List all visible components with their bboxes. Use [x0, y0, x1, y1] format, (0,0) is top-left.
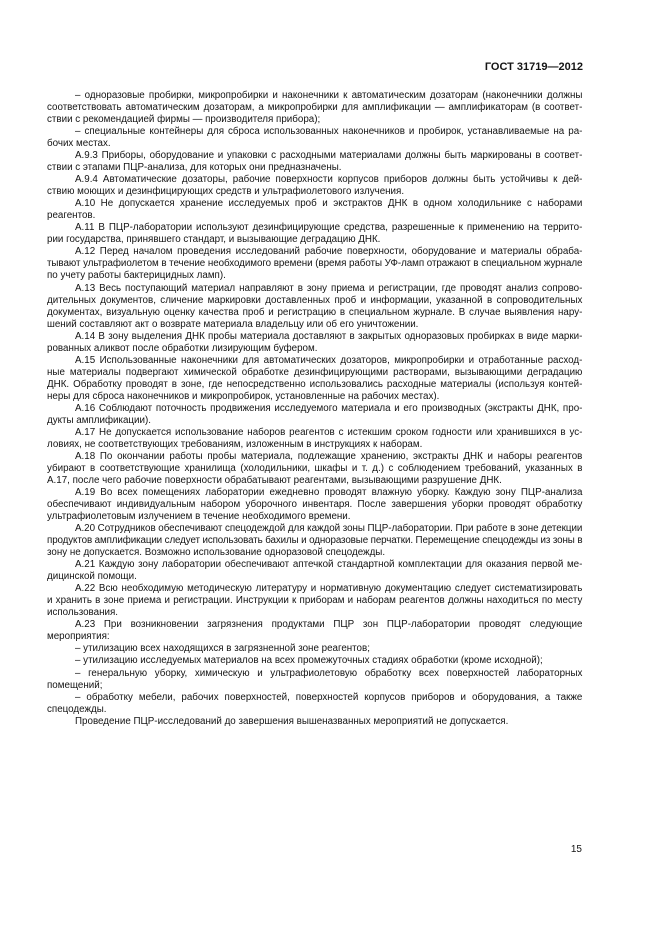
- clause-a-18: [47, 451, 583, 487]
- text-line: неры для сброса наконечников и микропробирок, установленные на рабочих местах).: [47, 390, 440, 402]
- text-line: рии государства, принявшего стандарт, и вызывающие деградацию ДНК.: [47, 234, 381, 246]
- text-line: А.9.3 Приборы, оборудование и упаковки с расходными материалами должны быть маркированы в соответ-: [75, 150, 583, 162]
- text-line: – одноразовые пробирки, микропробирки и наконечники к автоматическим дозаторам (наконечники должны: [75, 90, 583, 101]
- text-line: ультрафиолетовым излучением в течение необходимого времени.: [47, 511, 351, 523]
- text-line: по учету работы бактерицидных ламп).: [47, 270, 226, 282]
- text-line: Проведение ПЦР-исследований до завершения вышеназванных мероприятий не допускается.: [75, 715, 509, 727]
- list-item-furniture-treatment: [47, 692, 583, 716]
- text-line: дукты амплификации).: [47, 414, 151, 426]
- clause-a-11: [47, 222, 583, 246]
- text-line: А.21 Каждую зону лаборатории обеспечивают аптечкой стандартной комплектации для оказания первой ме-: [75, 559, 583, 571]
- text-line: ные материалы подвергают химической обработке дезинфицирующими растворами, вызывающими деградацию: [47, 366, 583, 378]
- clause-a-12: [47, 246, 583, 282]
- text-line: дительных документов, сличение маркировки доставленных проб и информации, указанной в сопроводительных: [47, 294, 583, 306]
- clause-a-15: [47, 355, 583, 403]
- body-text: [47, 90, 583, 728]
- text-line: бочих местах.: [47, 138, 111, 150]
- text-line: реагентов.: [47, 210, 96, 222]
- page-number: 15: [570, 844, 582, 855]
- list-item-general-cleaning: [47, 668, 583, 692]
- text-line: дицинской помощи.: [47, 571, 137, 583]
- list-item-reagent-disposal: [47, 643, 583, 655]
- text-line: А.16 Соблюдают поточность продвижения исследуемого материала и его производных (экстракты ДНК, про-: [75, 402, 583, 414]
- clause-a-23: [47, 619, 583, 643]
- clause-a-13: [47, 283, 583, 331]
- list-item-waste-containers: [47, 126, 583, 150]
- text-line: А.19 Во всех помещениях лаборатории ежедневно проводят влажную уборку. Каждую зону ПЦР-анализа: [75, 487, 583, 499]
- text-line: использования.: [47, 607, 119, 619]
- text-line: А.22 Всю необходимую методическую литературу и нормативную документацию следует систематизировать: [75, 583, 583, 595]
- clause-a-17: [47, 427, 583, 451]
- clause-a-16: [47, 403, 583, 427]
- text-line: А.17, после чего рабочие поверхности обрабатывают реагентами, вызывающими разрушение ДНК.: [47, 475, 502, 486]
- clause-a-9-3: [47, 150, 583, 174]
- text-line: и хранить в зоне приема и регистрации. Инструкции к приборам и наборам реагентов должны находиться по месту: [47, 595, 583, 607]
- text-line: А.9.4 Автоматические дозаторы, рабочие поверхности корпусов приборов должны быть устойчивы к дей-: [75, 174, 583, 186]
- text-line: А.15 Использованные наконечники для автоматических дозаторов, микропробирки и отработанные расход-: [75, 354, 583, 366]
- text-line: рованных аликвот после обработки лизирующим буфером.: [47, 342, 318, 354]
- text-line: А.18 По окончании работы пробы материала, подлежащие хранению, экстракты ДНК и наборы реагентов: [75, 450, 583, 462]
- clause-a-14: [47, 331, 583, 355]
- text-line: А.17 Не допускается использование наборов реагентов с истекшим сроком годности или хранившихся в ус-: [75, 426, 583, 438]
- list-item-disposable-tubes: [47, 90, 583, 126]
- text-line: тывают ультрафиолетом в течение необходимого времени (время работы УФ-ламп отражают в специальном журнале: [47, 258, 583, 270]
- text-line: – утилизацию всех находящихся в загрязненной зоне реагентов;: [75, 643, 370, 655]
- text-line: – обработку мебели, рабочих поверхностей, поверхностей корпусов приборов и оборудования, а также: [75, 691, 583, 703]
- text-line: спецодежды.: [47, 703, 107, 715]
- text-line: продуктов амплификации следует использовать бахилы и одноразовые перчатки. Перемещение спецодежды из зоны в: [47, 535, 583, 547]
- text-line: зону не допускается. Возможно использование одноразовой спецодежды.: [47, 547, 386, 559]
- clause-a-9-4: [47, 174, 583, 198]
- text-line: ствии с этапами ПЦР-анализа, для которых они предназначены.: [47, 162, 342, 174]
- text-line: ловиях, не соответствующих требованиям, изложенным в инструкциях к наборам.: [47, 438, 423, 450]
- closing-statement: [47, 716, 583, 728]
- text-line: А.10 Не допускается хранение исследуемых проб и экстрактов ДНК в одном холодильнике с наборами: [75, 198, 583, 210]
- text-line: А.14 В зону выделения ДНК пробы материала доставляют в закрытых одноразовых пробирках в виде марки-: [75, 330, 583, 342]
- text-line: – специальные контейнеры для сброса использованных наконечников и пробирок, устанавливаемые на ра-: [75, 126, 583, 138]
- standard-designation: ГОСТ 31719—2012: [484, 61, 583, 73]
- text-line: ствии с рекомендацией фирмы — производителя прибора);: [47, 114, 321, 126]
- text-line: ДНК. Обработку проводят в зоне, где непосредственно использовались расходные материалы (используя контей-: [47, 378, 583, 390]
- text-line: мероприятия:: [47, 631, 110, 643]
- text-line: шений составляют акт о возврате материала владельцу или об его уничтожении.: [47, 318, 419, 330]
- clause-a-22: [47, 583, 583, 619]
- text-line: А.11 В ПЦР-лаборатории используют дезинфицирующие средства, разрешенные к применению на террито-: [75, 222, 583, 234]
- text-line: ствию моющих и дезинфицирующих средств и ультрафиолетового излучения.: [47, 186, 405, 198]
- text-line: документах, визуальную оценку качества проб и регистрацию в специальном журнале. В случае выявления нару-: [47, 306, 583, 318]
- clause-a-19: [47, 487, 583, 523]
- text-line: убирают в соответствующие хранилища (холодильники, шкафы и т. д.) с соблюдением требований, указанных в: [47, 462, 583, 474]
- list-item-sample-disposal: [47, 655, 583, 667]
- text-line: – утилизацию исследуемых материалов на всех промежуточных стадиях обработки (кроме исходной);: [75, 655, 543, 667]
- text-line: – генеральную уборку, химическую и ультрафиолетовую обработку всех поверхностей лабораторных: [75, 667, 583, 679]
- text-line: А.23 При возникновении загрязнения продуктами ПЦР зон ПЦР-лаборатории проводят следующие: [75, 619, 583, 631]
- clause-a-21: [47, 559, 583, 583]
- text-line: помещений;: [47, 679, 103, 691]
- clause-a-20: [47, 523, 583, 559]
- text-line: А.20 Сотрудников обеспечивают спецодеждой для каждой зоны ПЦР-лаборатории. При работе в зоне детекции: [75, 523, 583, 535]
- text-line: А.12 Перед началом проведения исследований рабочие поверхности, оборудование и материалы обраба-: [75, 246, 583, 258]
- text-line: соответствовать автоматическим дозаторам, а микропробирки для амплификации — амплификаторам (в соответ-: [47, 102, 583, 114]
- text-line: А.13 Весь поступающий материал направляют в зону приема и регистрации, где проводят анализ сопрово-: [75, 282, 583, 294]
- clause-a-10: [47, 198, 583, 222]
- text-line: обеспечивают индивидуальным набором уборочного инвентаря. После завершения уборки проводят обработку: [47, 499, 583, 511]
